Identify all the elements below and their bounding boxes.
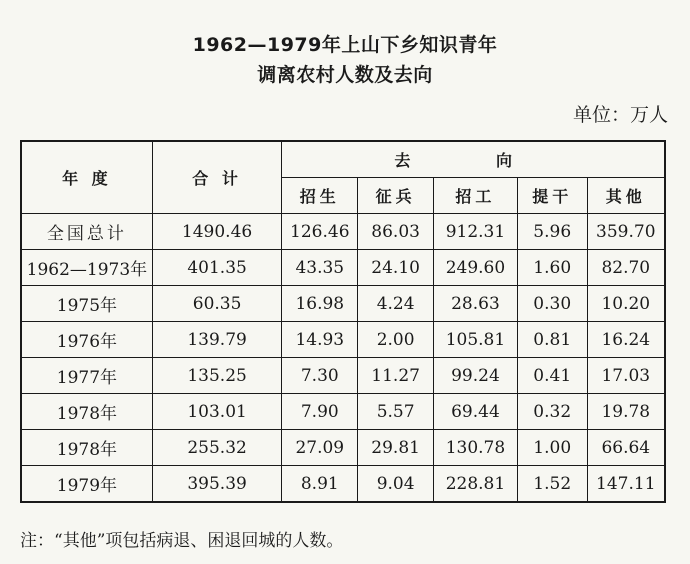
table-title-line1: 1962—1979年上山下乡知识青年 <box>192 34 498 56</box>
header-total: 合 计 <box>152 141 282 214</box>
row-value: 359.70 <box>587 214 665 250</box>
header-enrollment: 招生 <box>282 178 358 214</box>
row-label: 1977年 <box>21 358 152 394</box>
row-label: 1979年 <box>21 466 152 503</box>
footnote: 注：“其他”项包括病退、困退回城的人数。 <box>20 531 344 551</box>
row-value: 69.44 <box>434 394 518 430</box>
row-total: 1490.46 <box>152 214 282 250</box>
row-total: 401.35 <box>152 250 282 286</box>
table-row <box>21 394 665 430</box>
row-value: 11.27 <box>358 358 434 394</box>
row-label: 1962—1973年 <box>21 250 152 286</box>
header-promotion: 提干 <box>517 178 587 214</box>
row-label: 1975年 <box>21 286 152 322</box>
row-value: 7.30 <box>282 358 358 394</box>
row-value: 147.11 <box>587 466 665 503</box>
table-row <box>21 286 665 322</box>
header-year: 年 度 <box>21 141 152 214</box>
row-value: 99.24 <box>434 358 518 394</box>
row-total: 60.35 <box>152 286 282 322</box>
table-row <box>21 250 665 286</box>
row-value: 16.24 <box>587 322 665 358</box>
row-value: 228.81 <box>434 466 518 503</box>
row-label: 1976年 <box>21 322 152 358</box>
row-value: 1.52 <box>517 466 587 503</box>
table-row <box>21 322 665 358</box>
row-value: 29.81 <box>358 430 434 466</box>
row-value: 66.64 <box>587 430 665 466</box>
header-row-1 <box>21 141 665 178</box>
row-value: 82.70 <box>587 250 665 286</box>
data-table <box>20 140 666 503</box>
row-value: 8.91 <box>282 466 358 503</box>
row-total: 139.79 <box>152 322 282 358</box>
row-value: 4.24 <box>358 286 434 322</box>
header-destination: 去 向 <box>282 141 665 178</box>
table-row <box>21 466 665 503</box>
row-label: 1978年 <box>21 394 152 430</box>
table-row <box>21 358 665 394</box>
row-value: 24.10 <box>358 250 434 286</box>
table-row <box>21 430 665 466</box>
row-value: 0.81 <box>517 322 587 358</box>
row-total: 255.32 <box>152 430 282 466</box>
row-value: 130.78 <box>434 430 518 466</box>
header-conscription: 征兵 <box>358 178 434 214</box>
row-value: 1.60 <box>517 250 587 286</box>
row-total: 395.39 <box>152 466 282 503</box>
row-value: 249.60 <box>434 250 518 286</box>
header-other: 其他 <box>587 178 665 214</box>
row-total: 103.01 <box>152 394 282 430</box>
row-value: 43.35 <box>282 250 358 286</box>
row-value: 912.31 <box>434 214 518 250</box>
row-value: 19.78 <box>587 394 665 430</box>
row-value: 86.03 <box>358 214 434 250</box>
table-row <box>21 214 665 250</box>
row-value: 10.20 <box>587 286 665 322</box>
row-value: 17.03 <box>587 358 665 394</box>
row-value: 16.98 <box>282 286 358 322</box>
row-label: 1978年 <box>21 430 152 466</box>
row-value: 0.41 <box>517 358 587 394</box>
row-value: 9.04 <box>358 466 434 503</box>
row-value: 27.09 <box>282 430 358 466</box>
row-value: 5.57 <box>358 394 434 430</box>
table-title-line2: 调离农村人数及去向 <box>257 64 433 86</box>
header-recruitment: 招工 <box>434 178 518 214</box>
row-label: 全国总计 <box>21 214 152 250</box>
row-value: 126.46 <box>282 214 358 250</box>
row-total: 135.25 <box>152 358 282 394</box>
row-value: 1.00 <box>517 430 587 466</box>
row-value: 105.81 <box>434 322 518 358</box>
row-value: 7.90 <box>282 394 358 430</box>
unit-label: 单位：万人 <box>572 104 668 126</box>
row-value: 0.32 <box>517 394 587 430</box>
row-value: 28.63 <box>434 286 518 322</box>
row-value: 0.30 <box>517 286 587 322</box>
row-value: 5.96 <box>517 214 587 250</box>
row-value: 2.00 <box>358 322 434 358</box>
row-value: 14.93 <box>282 322 358 358</box>
